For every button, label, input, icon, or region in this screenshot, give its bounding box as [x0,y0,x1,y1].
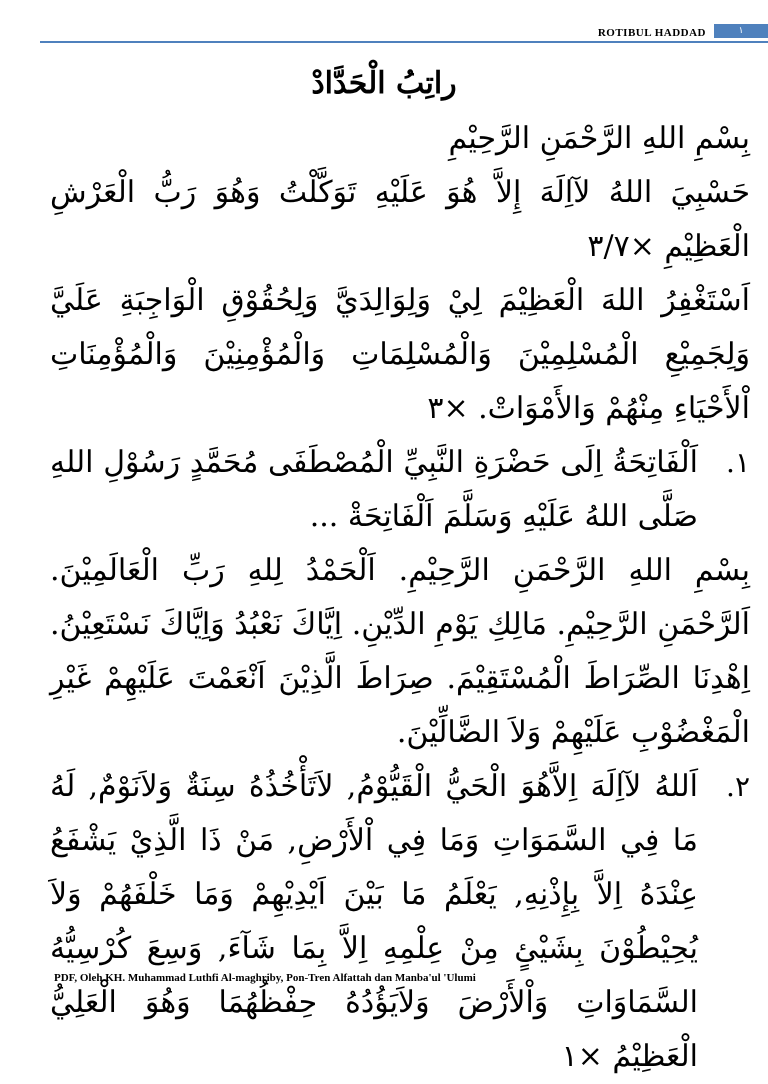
hasbiyallah-paragraph: حَسْبِيَ اللهُ لآاِلَهَ إِلاَّ هُوَ عَلَيْهِ تَوَكَّلْتُ وَهُوَ رَبُّ الْعَرْشِ الْعَظِيْمِ ×٣/٧ [50,175,750,264]
item-text: اَلْفَاتِحَةُ اِلَى حَضْرَةِ النَّبِيِّ الْمُصْطَفَى مُحَمَّدٍ رَسُوْلِ اللهِ صَلَّى اللهُ عَلَيْهِ وَسَلَّمَ اَلْفَاتِحَةْ ... [50,445,698,534]
header-rule [40,41,768,43]
fatiha-paragraph: بِسْمِ اللهِ الرَّحْمَنِ الرَّحِيْمِ. اَلْحَمْدُ لِلهِ رَبِّ الْعَالَمِيْنَ. اَلرَّحْمَنِ الرَّحِيْمِ. مَالِكِ يَوْمِ الدِّيْنِ. اِيَّاكَ نَعْبُدُ وَاِيَّاكَ نَسْتَعِيْنُ. اِهْدِنَا الصِّرَاطَ الْمُسْتَقِيْمَ. صِرَاطَ الَّذِيْنَ اَنْعَمْتَ عَلَيْهِمْ غَيْرِ الْمَغْضُوْبِ عَلَيْهِمْ وَلاَ الضَّالِّيْنَ. [50,553,750,750]
list-item-1 [50,436,750,544]
ayat-kursi-paragraph: اَللهُ لآاِلَهَ اِلاَّهُوَ الْحَيُّ الْقَيُّوْمُ, لاَتَأْخُذُهُ سِنَةٌ وَلاَنَوْمٌ, لَهُ مَا فِي السَّمَوَاتِ وَمَا فِي اْلأَرْضِ, مَنْ ذَا الَّذِيْ يَشْفَعُ عِنْدَهُ اِلاَّ بِإِذْنِهِ, يَعْلَمُ مَا بَيْنَ اَيْدِيْهِمْ وَمَا خَلْفَهُمْ وَلاَ يُحِيْطُوْنَ بِشَيْئٍ مِنْ عِلْمِهِ اِلاَّ بِمَا شَآءَ, وَسِعَ كُرْسِيُّهُ السَّمَاوَاتِ وَاْلأَرْضَ وَلاَيَؤُدُهُ حِفْظُهُمَا وَهُوَ الْعَلِيُّ الْعَظِيْمُ ×١ [50,769,698,1074]
istighfar-paragraph: اَسْتَغْفِرُ اللهَ الْعَظِيْمَ لِيْ وَلِوَالِدَيَّ وَلِحُقُوْقِ الْوَاجِبَةِ عَلَيَّ وَلِجَمِيْعِ الْمُسْلِمِيْنَ وَالْمُسْلِمَاتِ وَالْمُؤْمِنِيْنَ وَالْمُؤْمِنَاتِ اْلأَحْيَاءِ مِنْهُمْ وَالأَمْوَاتْ. ×٣ [50,283,750,426]
item-number: ٢. [726,770,750,803]
item-number: ١. [726,446,750,479]
basmala-paragraph: بِسْمِ اللهِ الرَّحْمَنِ الرَّحِيْمِ [448,121,750,156]
document-body [50,112,750,1084]
page-header [40,24,768,44]
running-title: ROTIBUL HADDAD [597,27,706,39]
list-item-2 [50,760,750,1084]
page-footer: PDF, Oleh KH. Muhammad Luthfi Al-maghriby, Pon-Tren Alfattah dan Manba'ul 'Ulumi [54,972,476,984]
document-title: راتِبُ الْحَدَّادْ [311,66,457,101]
page-number-badge: ١ [714,24,768,38]
